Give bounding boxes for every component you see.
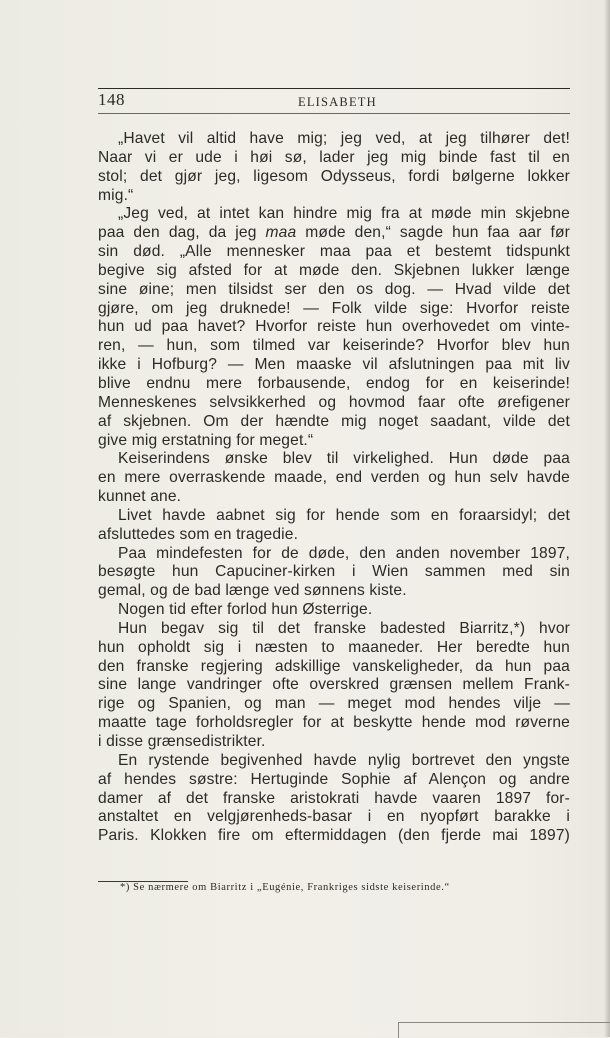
text-line: Menneskenes selvsikkerhed og hovmod faar ofte ørefigener	[98, 393, 570, 411]
text-line: en mere overraskende maade, end verden og hun selv havde	[98, 469, 570, 487]
text-line: Keiserindens ønske blev til virkelighed. Hun døde paa	[118, 450, 570, 468]
text-line: gemal, og de bad længe ved sønnens kiste.	[98, 582, 407, 600]
text-line: den franske regjering adskillige vanskeligheder, da hun paa	[98, 657, 570, 675]
text-line: Livet havde aabnet sig for hende som en foraarsidyl; det	[118, 506, 570, 524]
emphasized-word: maa	[265, 224, 297, 242]
text-line: mig.“	[98, 186, 134, 204]
text-line: En rystende begivenhed havde nylig bortrevet den yngste	[118, 751, 570, 769]
footnote: *) Se nærmere om Biarritz i „Eugénie, Frankriges sidste keiserinde.“	[120, 882, 450, 893]
text-line: sine lange vandringer ofte overskred grænsen mellem Frank-	[98, 676, 570, 694]
text-line: rige og Spanien, og man — meget mod hendes vilje —	[98, 695, 570, 713]
text-line: begive sig afsted for at møde den. Skjebnen lukker længe	[98, 261, 570, 279]
text-line: af hendes søstre: Hertuginde Sophie af Alençon og andre	[98, 770, 570, 788]
text-line: ren, — hun, som tilmed var keiserinde? Hvorfor blev hun	[98, 337, 570, 355]
text-line: i disse grænsedistrikter.	[98, 733, 266, 750]
text-line: gjøre, om jeg druknede! — Folk vilde sige: Hvorfor reiste	[98, 299, 570, 317]
text-line: damer af det franske aristokrati havde vaaren 1897 for-	[98, 789, 570, 807]
text-line: „Havet vil altid have mig; jeg ved, at jeg tilhører det!	[118, 130, 570, 147]
text-line: blive endnu mere forbausende, endog for en keiserinde!	[98, 374, 570, 392]
page-number: 148	[98, 90, 125, 109]
text-line: give mig erstatning for meget.“	[98, 431, 314, 449]
text-line: hun opholdt sig i næsten to maaneder. Her beredte hun	[98, 638, 570, 656]
text-line: stol; det gjør jeg, ligesom Odysseus, fordi bølgerne lokker	[98, 167, 570, 185]
scan-corner-mark	[398, 1022, 610, 1038]
text-line: kunnet ane.	[98, 488, 182, 506]
text-line: Paris. Klokken fire om eftermiddagen (den fjerde mai 1897)	[98, 827, 570, 845]
text-line: Nogen tid efter forlod hun Østerrige.	[118, 601, 373, 619]
text-line: besøgte hun Capuciner-kirken i Wien sammen med sin	[98, 563, 570, 581]
text-line: Paa mindefesten for de døde, den anden november 1897,	[118, 544, 570, 562]
text-line: hun ud paa havet? Hvorfor reiste hun overhovedet om vinte-	[98, 318, 570, 336]
header-rule-bottom	[98, 113, 570, 114]
text-line: sine øine; men tilsidst ser den os dog. — Hvad vilde det	[98, 280, 570, 298]
text-line: maatte tage forholdsregler for at beskytte hende mod røverne	[98, 714, 570, 732]
body-text	[98, 130, 570, 846]
page-header	[98, 88, 570, 114]
text-line	[98, 224, 570, 243]
text-line: afsluttedes som en tragedie.	[98, 525, 299, 543]
text-line: Naar vi er ude i høi sø, lader jeg mig binde fast til en	[98, 148, 570, 166]
text-line: Hun begav sig til det franske badested Biarritz,*) hvor	[118, 619, 570, 637]
header-rule	[98, 88, 570, 89]
text-line: af skjebnen. Om der hændte mig noget saadant, vilde det	[98, 412, 570, 430]
running-title: ELISABETH	[298, 95, 377, 109]
text-line: anstaltet en velgjørenheds-basar i en nyopført barakke i	[98, 808, 570, 826]
text-line: „Jeg ved, at intet kan hindre mig fra at møde min skjebne	[118, 205, 570, 223]
text-line-segment: paa den dag, da jeg	[98, 224, 266, 242]
text-line: ikke i Hofburg? — Men maaske vil afslutningen paa mit liv	[98, 356, 570, 374]
text-line: sin død. „Alle mennesker maa paa et bestemt tidspunkt	[98, 243, 570, 261]
page-edge-shadow	[604, 0, 610, 1037]
text-line-segment: møde den,“ sagde hun faa aar før	[296, 224, 570, 242]
